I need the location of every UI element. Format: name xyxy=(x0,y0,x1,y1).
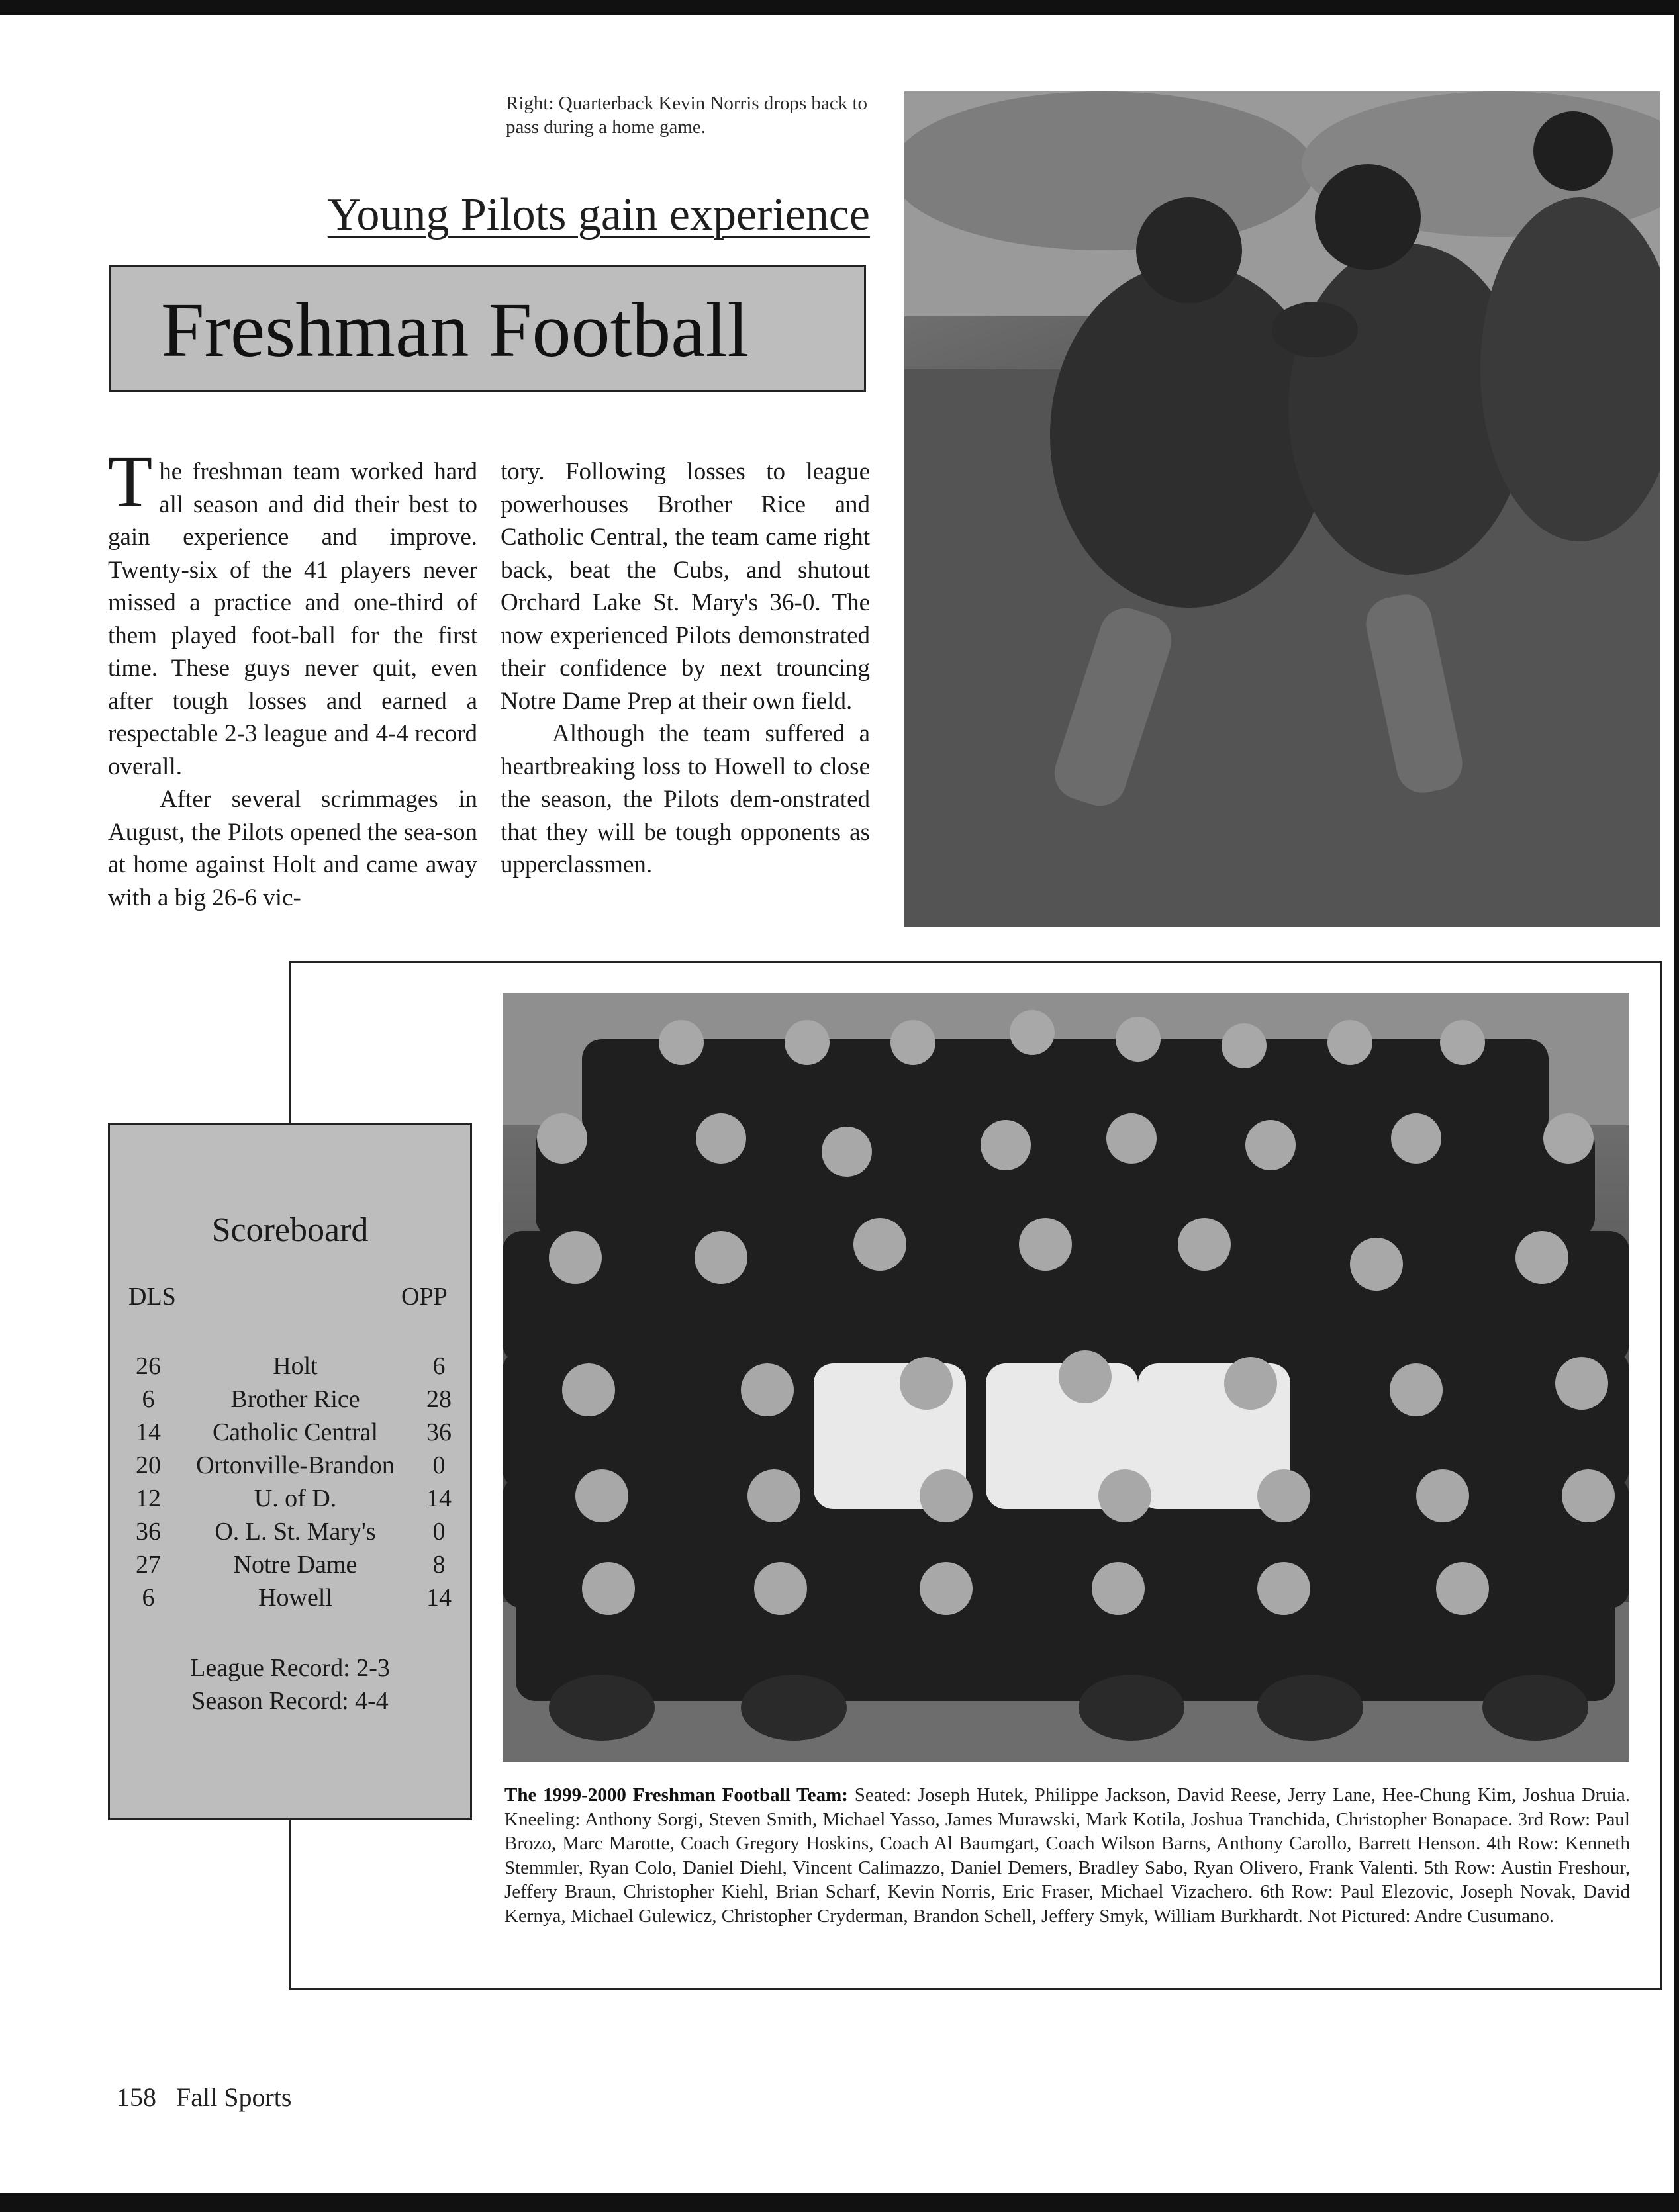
headline-kicker: Young Pilots gain experience xyxy=(327,189,870,240)
drop-cap: T xyxy=(108,441,153,522)
opp-score: 0 xyxy=(432,1518,446,1545)
page-top-edge xyxy=(0,0,1679,15)
opponent-name: Ortonville-Brandon xyxy=(196,1452,395,1479)
scoreboard-row xyxy=(110,1548,470,1581)
scoreboard-box xyxy=(108,1123,472,1820)
scoreboard-row xyxy=(110,1350,470,1383)
opp-score: 36 xyxy=(426,1418,452,1446)
team-photo-illustration xyxy=(503,993,1629,1762)
team-photo-caption xyxy=(504,1783,1630,1928)
photo-caption: Right: Quarterback Kevin Norris drops back to pass during a home game. xyxy=(506,93,868,138)
scoreboard-row xyxy=(110,1581,470,1614)
title-box xyxy=(109,265,866,392)
team-caption-lead: The 1999-2000 Freshman Football Team: xyxy=(504,1784,848,1806)
team-photo xyxy=(503,993,1629,1762)
opponent-name: Notre Dame xyxy=(233,1551,358,1579)
opponent-name: Howell xyxy=(258,1584,332,1612)
opp-score: 0 xyxy=(432,1452,446,1479)
scoreboard-header-dls: DLS xyxy=(128,1283,176,1311)
article-column-1 xyxy=(108,441,477,914)
page-number: 158 xyxy=(117,2082,156,2112)
season-record: Season Record: 4-4 xyxy=(191,1687,389,1715)
opp-score: 28 xyxy=(426,1385,452,1413)
opp-score: 6 xyxy=(432,1352,446,1380)
page-title: Freshman Football xyxy=(161,287,749,373)
scoreboard-row xyxy=(110,1449,470,1482)
opponent-name: Holt xyxy=(273,1352,318,1380)
dls-score: 36 xyxy=(136,1518,161,1545)
scoreboard-row xyxy=(110,1515,470,1548)
dls-score: 12 xyxy=(136,1485,161,1512)
page-footer xyxy=(117,2081,291,2114)
page-bottom-edge xyxy=(0,2193,1679,2212)
dls-score: 26 xyxy=(136,1352,161,1380)
action-photo-illustration xyxy=(904,91,1660,927)
article-paragraph: Although the team suffered a heartbreaking loss to Howell to close the season, the Pilots dem-onstrated that they will be tough opponents as upperclassmen. xyxy=(501,720,870,878)
article-paragraph: After several scrimmages in August, the Pilots opened the sea-son at home against Holt and came away with a big 26-6 vic- xyxy=(108,786,477,911)
opponent-name: U. of D. xyxy=(254,1485,337,1512)
scoreboard-row xyxy=(110,1482,470,1515)
league-record: League Record: 2-3 xyxy=(190,1654,390,1682)
opponent-name: Catholic Central xyxy=(212,1418,379,1446)
dls-score: 27 xyxy=(136,1551,161,1579)
scoreboard-header-opp: OPP xyxy=(401,1283,448,1311)
article-column-2 xyxy=(501,455,870,882)
dls-score: 20 xyxy=(136,1452,161,1479)
article-paragraph: tory. Following losses to league powerhouses Brother Rice and Catholic Central, the team came right back, beat the Cubs, and shutout Orchard Lake St. Mary's 36-0. The now experienced Pilots demonstrated their confidence by next trouncing Notre Dame Prep at their own field. xyxy=(501,458,870,715)
team-caption-names: Seated: Joseph Hutek, Philippe Jackson, David Reese, Jerry Lane, Hee-Chung Kim, Joshua Druia. Kneeling: Anthony Sorgi, Steven Smith, Michael Yasso, James Murawski, Mark Kotila, Joshua Tranchida, Christopher Bonapace. 3rd Row: Paul Brozo, Marc Marotte, Coach Gregory Hoskins, Coach Al Baumgart, Coach Wilson Barns, Anthony Carollo, Barrett Henson. 4th Row: Kenneth Stemmler, Ryan Colo, Daniel Diehl, Vincent Calimazzo, Daniel Demers, Bradley Sabo, Ryan Olivero, Frank Valenti. 5th Row: Austin Freshour, Jeffery Braun, Christopher Kiehl, Brian Scharf, Kevin Norris, Eric Fraser, Michael Vizachero. 6th Row: Paul Elezovic, Joseph Novak, David Kernya, Michael Gulewicz, Christopher Cryderman, Brandon Schell, Jeffery Smyk, William Burkhardt. Not Pictured: Andre Cusumano. xyxy=(504,1784,1631,1927)
scoreboard-title: Scoreboard xyxy=(211,1211,369,1249)
dls-score: 6 xyxy=(142,1385,155,1413)
section-name: Fall Sports xyxy=(176,2082,292,2112)
opp-score: 14 xyxy=(426,1485,452,1512)
opp-score: 14 xyxy=(426,1584,452,1612)
article-paragraph: he freshman team worked hard all season and did their best to gain experience and improve. Twenty-six of the 41 players never missed a practice and one-third of them played foot-ball for the first time. These guys never quit, even after tough losses and earned a respectable 2-3 league and 4-4 record overall. xyxy=(108,458,477,780)
opponent-name: O. L. St. Mary's xyxy=(215,1518,376,1545)
scoreboard-row xyxy=(110,1383,470,1416)
scoreboard-row xyxy=(110,1416,470,1449)
opp-score: 8 xyxy=(432,1551,446,1579)
page-right-edge xyxy=(1674,0,1679,2212)
opponent-name: Brother Rice xyxy=(230,1385,360,1413)
dls-score: 6 xyxy=(142,1584,155,1612)
action-photo xyxy=(904,91,1660,927)
dls-score: 14 xyxy=(136,1418,161,1446)
